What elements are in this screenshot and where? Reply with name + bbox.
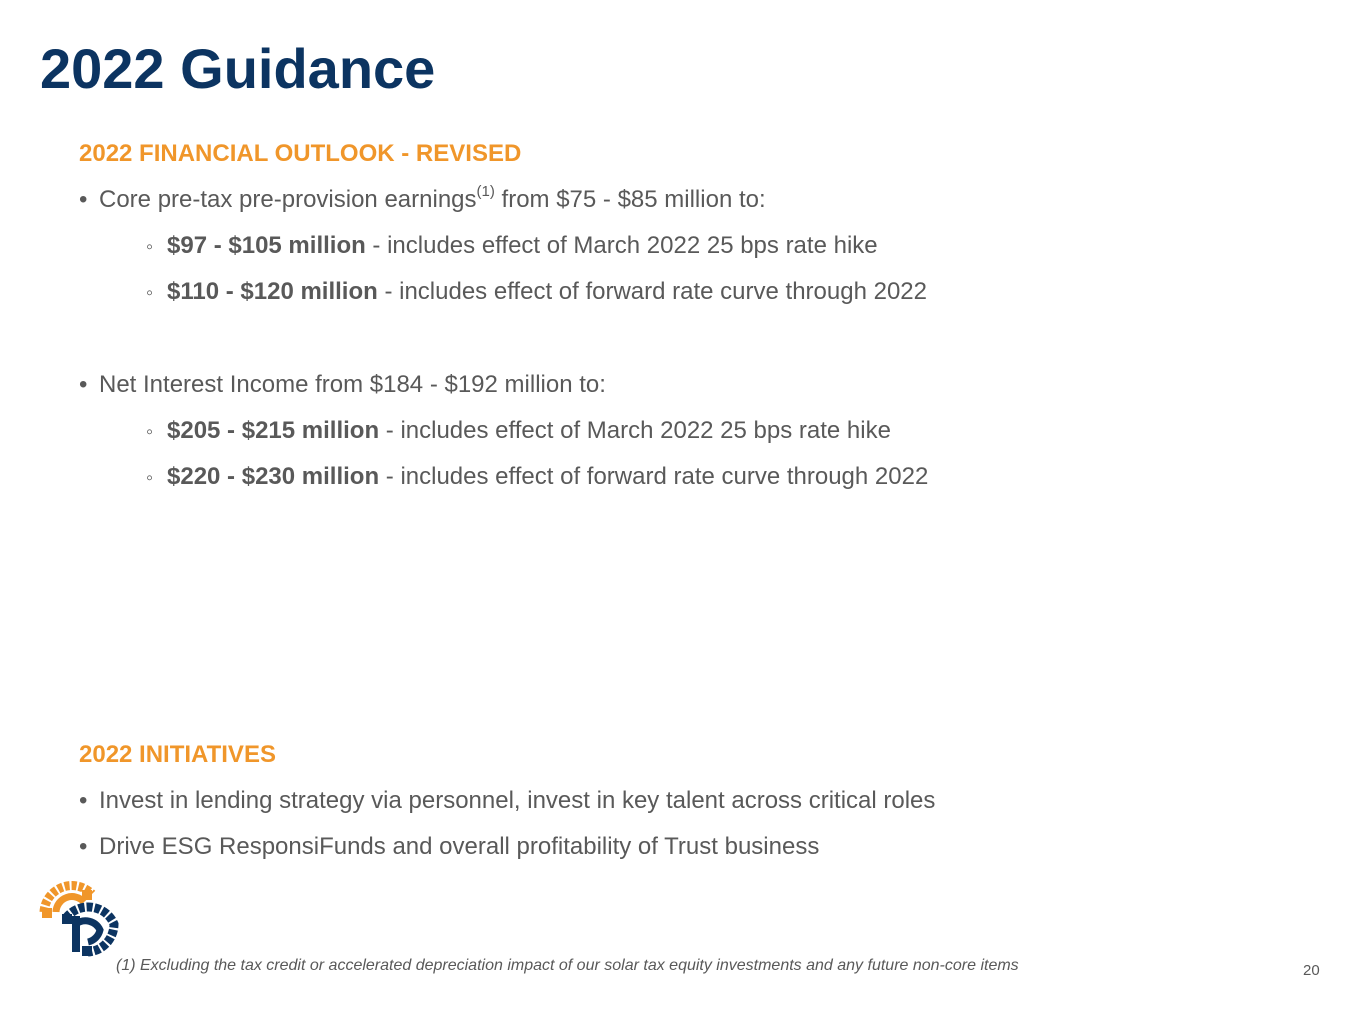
footnote-ref: (1)	[476, 183, 495, 200]
core-ppe-text-after: from $75 - $85 million to:	[494, 186, 766, 213]
outlook-heading: 2022 FINANCIAL OUTLOOK - REVISED	[79, 140, 522, 167]
core-ppe-text-before: Core pre-tax pre-provision earnings	[99, 186, 477, 213]
nii-text: Net Interest Income from $184 - $192 million to:	[99, 371, 606, 398]
initiative-text: Drive ESG ResponsiFunds and overall profitability of Trust business	[99, 833, 820, 860]
nii-bullet	[79, 371, 606, 400]
bullet-dot-icon: •	[79, 833, 88, 860]
bullet-circle-icon: ◦	[146, 282, 154, 304]
core-ppe-sub-text: - includes effect of March 2022 25 bps rate hike	[365, 232, 878, 259]
slide-title: 2022 Guidance	[40, 37, 436, 100]
initiatives-heading: 2022 INITIATIVES	[79, 741, 276, 768]
core-ppe-bullet	[79, 183, 766, 215]
nii-sub-range: $220 - $230 million	[167, 463, 380, 490]
nii-sub-text: - includes effect of March 2022 25 bps rate hike	[379, 417, 891, 444]
core-ppe-sub-range: $110 - $120 million	[167, 278, 378, 305]
bullet-dot-icon: •	[79, 186, 88, 213]
nii-sub-item	[146, 463, 928, 492]
bullet-circle-icon: ◦	[146, 421, 154, 443]
nii-sub-text: - includes effect of forward rate curve through 2022	[379, 463, 929, 490]
initiative-item	[79, 833, 819, 862]
core-ppe-sub-text: - includes effect of forward rate curve through 2022	[377, 278, 927, 305]
bullet-dot-icon: •	[79, 371, 88, 398]
nii-sub-item	[146, 417, 891, 446]
initiative-text: Invest in lending strategy via personnel, invest in key talent across critical roles	[99, 787, 936, 814]
company-logo-icon	[36, 872, 122, 958]
footnote: (1) Excluding the tax credit or accelerated depreciation impact of our solar tax equity investments and any future non-core items	[116, 957, 1019, 974]
bullet-circle-icon: ◦	[146, 236, 154, 258]
core-ppe-sub-range: $97 - $105 million	[167, 232, 366, 259]
page-number: 20	[1303, 962, 1320, 979]
initiative-item	[79, 787, 935, 816]
core-ppe-sub-item	[146, 232, 878, 261]
nii-sub-range: $205 - $215 million	[167, 417, 380, 444]
bullet-circle-icon: ◦	[146, 467, 154, 489]
bullet-dot-icon: •	[79, 787, 88, 814]
core-ppe-sub-item	[146, 278, 927, 307]
